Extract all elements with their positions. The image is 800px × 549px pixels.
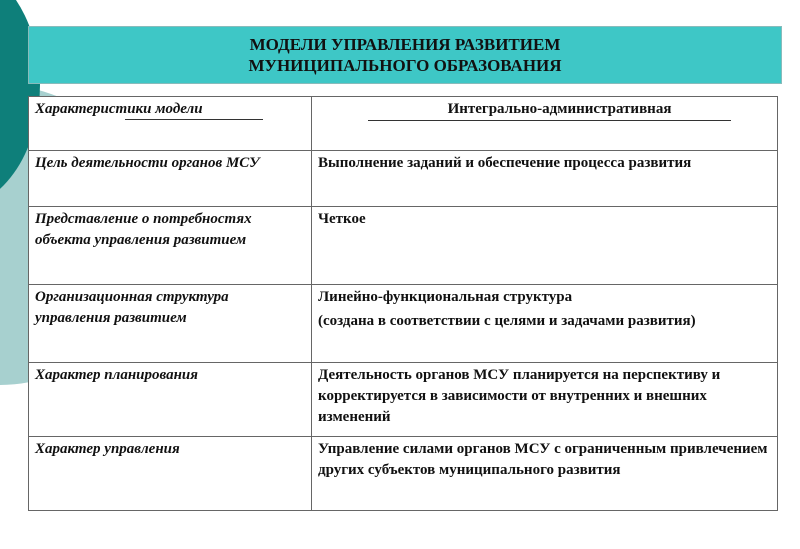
header-cell-model <box>312 97 778 151</box>
row-value-cell <box>312 285 778 363</box>
row-label: Цель деятельности органов МСУ <box>29 151 312 207</box>
row-label: Организационная структура управления развитием <box>29 285 312 363</box>
models-table <box>28 96 778 511</box>
row-value: Линейно-функциональная структура <box>318 289 573 305</box>
row-value: Четкое <box>312 207 778 285</box>
row-value: Управление силами органов МСУ с ограниченным привлечением других субъектов муниципального развития <box>312 437 778 511</box>
table-header-row <box>29 97 778 151</box>
row-value: Деятельность органов МСУ планируется на перспективу и корректируется в зависимости от внутренних и внешних изменений <box>312 363 778 437</box>
column-header-characteristics: Характеристики модели <box>35 99 203 120</box>
row-value: Выполнение заданий и обеспечение процесса развития <box>312 151 778 207</box>
column-header-model: Интегрально-административная <box>368 99 732 121</box>
row-label: Характер управления <box>29 437 312 511</box>
slide-title-banner <box>28 26 782 84</box>
row-label: Представление о потребностях объекта управления развитием <box>29 207 312 285</box>
header-cell-characteristics <box>29 97 312 151</box>
table-row <box>29 207 778 285</box>
table-row <box>29 437 778 511</box>
table-row <box>29 363 778 437</box>
slide-title-line2: МУНИЦИПАЛЬНОГО ОБРАЗОВАНИЯ <box>248 56 562 75</box>
row-label: Характер планирования <box>29 363 312 437</box>
slide-title-line1: МОДЕЛИ УПРАВЛЕНИЯ РАЗВИТИЕМ <box>249 35 561 54</box>
table-row <box>29 285 778 363</box>
row-value-note: (создана в соответствии с целями и задачами развития) <box>318 313 696 329</box>
table-row <box>29 151 778 207</box>
